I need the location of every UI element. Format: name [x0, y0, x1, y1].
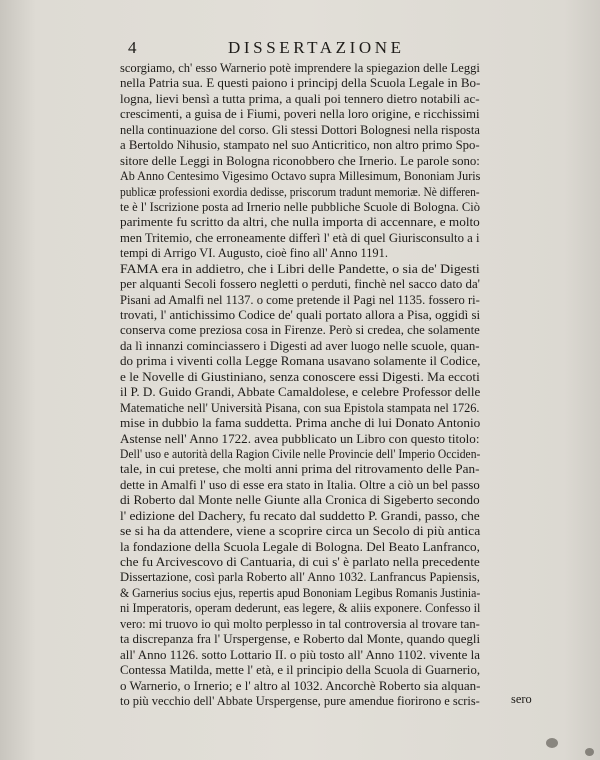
- text-line: di Roberto dal Monte nelle Giunte alla Cronica di Sigeberto secondo: [120, 493, 480, 508]
- text-line: nella Patria sua. E questi paiono i principj della Scuola Legale in Bo-: [120, 76, 481, 91]
- text-line: vero: mi truovo io quì molto perplesso in tal controversia al trovare tan-: [120, 616, 480, 631]
- page-header: [120, 38, 480, 62]
- text-line: scorgiamo, ch' esso Warnerio potè imprendere la spiegazion delle Leggi: [120, 61, 480, 75]
- text-line: te è l' Iscrizione posta ad Irnerio nelle pubbliche Scuole di Bologna. Ciò: [120, 199, 480, 214]
- text-line: dette in Amalfi l' uso di esse era stato in Italia. Oltre a ciò un bel passo: [120, 477, 480, 492]
- text-line: publicæ professioni exordia dedisse, priscorum tradunt memoriæ. Nè differen-: [120, 184, 480, 199]
- text-line: da lì innanzi cominciassero i Digesti ad aver luogo nelle scuole, quan-: [120, 338, 480, 353]
- text-line: o Warnerio, o Irnerio; e l' altro al 1032. Ancorchè Roberto sia alquan-: [120, 678, 481, 693]
- text-line: to più vecchio dell' Abbate Urspergense, pure amendue fiorirono e scris-: [120, 693, 480, 708]
- catchword: sero: [511, 692, 532, 706]
- text-line: se si ha da attendere, viene a scoprire circa un Secolo di più antica: [120, 524, 481, 539]
- text-line: Dissertazione, così parla Roberto all' Anno 1032. Lanfrancus Papiensis,: [120, 570, 480, 585]
- text-line: ni Imperatoris, operam dederunt, eas legere, & aliis exponere. Confesso il: [120, 601, 481, 616]
- text-line: nella continuazione del corso. Gli stessi Dottori Bolognesi nella risposta: [120, 122, 480, 137]
- text-line: la fondazione della Scuola Legale di Bologna. Del Beato Lanfranco,: [120, 539, 480, 554]
- text-line: trovati, l' antichissimo Codice de' quali portato allora a Pisa, oggidì si: [120, 308, 481, 322]
- text-line: Dell' uso e autorità della Ragion Civile nelle Provincie dell' Imperio Occiden-: [120, 446, 481, 461]
- text-line: sitore delle Leggi in Bologna riconobbero che Irnerio. Le parole sono:: [120, 153, 480, 168]
- ink-stain: [585, 748, 594, 756]
- text-line: conserva come preziosa cosa in Firenze. Però si credea, che solamente: [120, 323, 480, 338]
- page-number: 4: [128, 38, 137, 57]
- body-text: [120, 61, 480, 709]
- text-line: tempi di Arrigo VI. Augusto, cioè fino all' Anno 1191.: [120, 246, 388, 261]
- text-line: crescimenti, a guisa de i Fiumi, poveri nella loro origine, e ricchissimi: [120, 107, 480, 122]
- text-line: ta discrepanza fra l' Urspergense, e Roberto dal Monte, quando quegli: [120, 632, 481, 647]
- text-line: a Bertoldo Nihusio, stampato nel suo Anticritico, non altro primo Spo-: [120, 138, 480, 153]
- text-line: Astense nell' Anno 1722. avea pubblicato un Libro con questo titolo:: [120, 431, 480, 446]
- ink-stain: [546, 738, 558, 748]
- text-line: parimente fu scritto da altri, che nulla importa di accennare, e molto: [120, 215, 480, 230]
- text-line: e le Novelle di Giustiniano, senza conoscere essi Digesti. Ma eccoti: [120, 369, 480, 384]
- text-line: & Garnerius socius ejus, repertis apud Bononiam Legibus Romanis Justinia-: [120, 585, 481, 600]
- text-line: mise in dubbio la fama suddetta. Prima anche di lui Donato Antonio: [120, 416, 481, 431]
- text-line: Contessa Matilda, mette l' età, e il principio della Scuola di Guarnerio,: [120, 663, 481, 678]
- text-line: men Tritemio, che erroneamente differì l' età di quel Giurisconsulto a i: [120, 230, 480, 245]
- text-line: tale, in cui pretese, che molti anni prima del ritrovamento delle Pan-: [120, 462, 480, 477]
- text-line: il P. D. Guido Grandi, Abbate Camaldolese, e celebre Professor delle: [120, 385, 481, 400]
- text-line: do prima i viventi colla Legge Romana usavano solamente il Codice,: [120, 354, 481, 369]
- text-line: logna, lievi bensì a tutta prima, a quali poi tennero dietro notabili ac-: [120, 91, 480, 106]
- text-line: per alquanti Secoli fossero negletti o perduti, finchè nel sacco dato da': [120, 277, 481, 292]
- text-line: l' edizione del Dachery, fu recato dal suddetto P. Grandi, passo, che: [120, 508, 480, 523]
- text-line: FAMA era in addietro, che i Libri delle Pandette, o sia de' Digesti: [120, 261, 480, 276]
- text-line: Pisani ad Amalfi nel 1137. o come pretende il Pagi nel 1135. fossero ri-: [120, 292, 480, 307]
- text-line: all' Anno 1126. sotto Lottario II. o più tosto all' Anno 1102. vivente la: [120, 647, 480, 662]
- text-line: Ab Anno Centesimo Vigesimo Octavo supra Millesimum, Bononiam Juris: [120, 169, 481, 184]
- running-head: DISSERTAZIONE: [228, 38, 405, 57]
- text-line: che fu Arcivescovo di Cantuaria, di cui s' è parlato nella precedente: [120, 555, 480, 569]
- text-line: Matematiche nell' Università Pisana, con sua Epistola stampata nel 1726.: [120, 400, 480, 415]
